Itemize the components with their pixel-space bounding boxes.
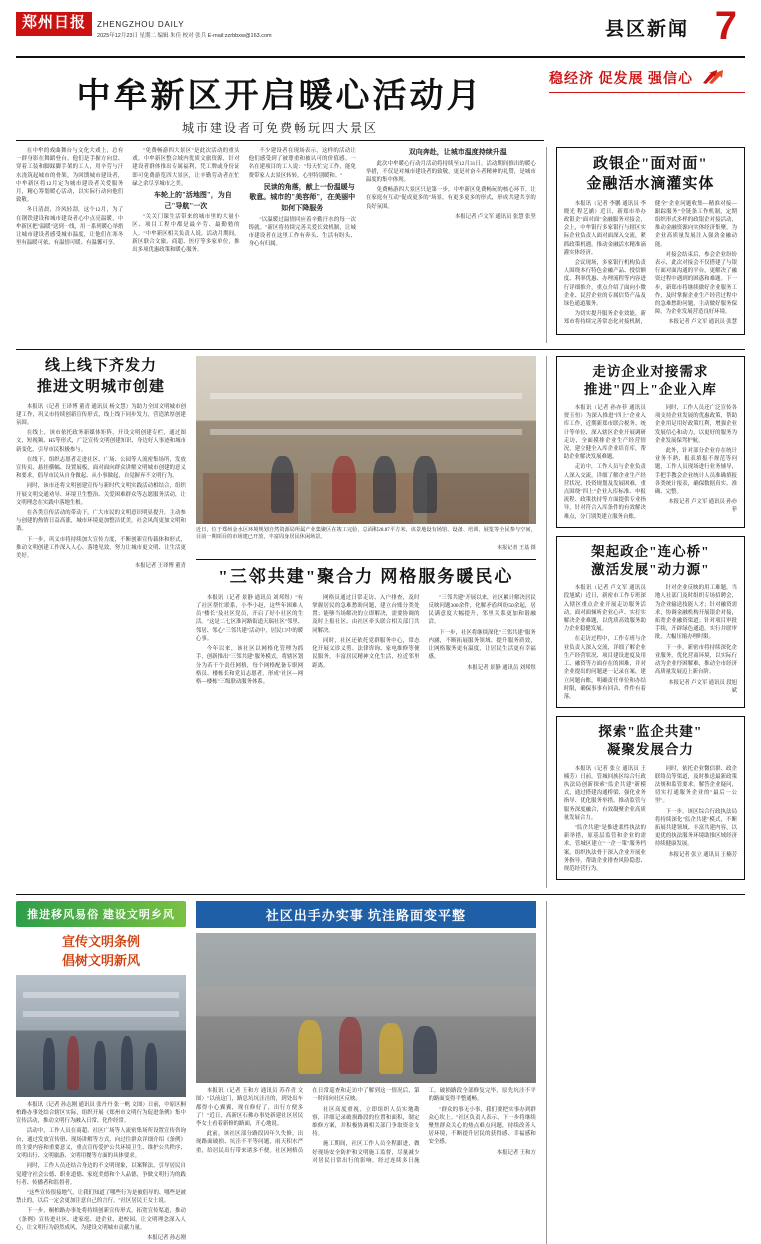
paragraph: 本报讯（记者 李鹏 通讯员 李晓光 程艺涵）近日，新郑市举办政银企"面对面"金融服务对接会，会上，中牟银行多家银行与辖区实际企业负责人面对面深入交流，紧抓政策机遇，推动金融活水精准滴灌实体经济。 bbox=[563, 200, 646, 256]
paragraph: "群众的事无小事，我们要把实事办到群众心坎上。"社区负责人表示，下一步将继续聚焦群众关心的热点难点问题，持续改善人居环境，不断提升居民的获得感、幸福感和安全感。 bbox=[428, 1106, 536, 1146]
band-photo-article bbox=[196, 356, 536, 889]
middle-band bbox=[16, 349, 745, 889]
lead-article-mid bbox=[366, 147, 536, 343]
paragraph: 本报讯（记者 孙志刚 通讯员 张丹丹 张一帆 文图）日前，中原区桐柏路办事处结合辖区实际，组织开展《郑州市文明行为促进条例》集中宣传活动，推动文明行为融入日常、化作经常。 bbox=[16, 1101, 186, 1125]
masthead-meta: 2025年12月23日 星期二 编辑 朱佳 校对 张兵 E-mail:zzrbbxw@163.com bbox=[97, 33, 272, 39]
paragraph: 本报讯（记者 王和方 通讯员 苏乔青 文图）"以前这门，路总坑坑洼洼的，到处出车都得小心翼翼，现在修好了，出行方便多了！"近日，高新区石佛办事处新建社区居民李女士看着新修的路面，开心地说。 bbox=[195, 1088, 304, 1127]
box-article-title bbox=[564, 723, 737, 759]
paragraph: 冬日清晨，冷风轻刮，这个12月，为了在钢铁建设和城市建设者心中点亮温暖，中牟新区把"温暖"送到一线，用一系列暖心举措让城市建设者感受城市温度，让他们在寒冬里有温暖可依、有温情可暖、有温馨可享。 bbox=[16, 207, 124, 247]
paragraph: 此次中牟暖心行动月活动将持续至12月31日。活动期间推出的暖心举措，不仅是对城市建设者的致敬，更是对奋斗者精神的礼赞，是城市温度的集中体现。 bbox=[365, 160, 536, 184]
paragraph: 在各类宣传活动的带动下，广大市民的文明意识明显提升，主动参与创建的热情日益高涨，城市环境更加整洁优美，社会风尚更加文明和谐。 bbox=[16, 509, 186, 533]
blue-headline-banner: 社区出手办实事 坑洼路面变平整 bbox=[196, 901, 536, 928]
bottom-mid-article bbox=[196, 901, 536, 1244]
title-line-2: 推进"四上"企业入库 bbox=[583, 381, 717, 397]
box-article-qiye-duijie bbox=[556, 356, 745, 528]
box-article-zhengyinqi bbox=[556, 147, 745, 335]
photo-market-interior bbox=[196, 356, 536, 524]
paragraph: 为切实提升服务企业效能，新郑市将持续完善常态化对接机制，健全"企业问题收集—精准对接—跟踪服务"全链条工作机制，定期组织形式多样的政银企对接活动，推动金融资源向实体经济集聚，为企业高质量发展注入强劲金融动能。 bbox=[563, 200, 737, 326]
title-line-2: 倡树文明新风 bbox=[61, 953, 140, 969]
page-number: 7 bbox=[714, 4, 737, 48]
paragraph: 在走访过程中，工作专班与企业负责人深入交流，详细了解企业生产经营状况、项目建设进度及用工、融资等方面存在的困难，并对企业提出的问题逐一记录在案，建立问题台账，明确责任单位和办结时限，确保事事有回音、件件有着落。 bbox=[563, 636, 646, 700]
lead-headline: 中牟新区开启暖心活动月 bbox=[76, 78, 484, 115]
article-signature: 本报记者 张立 通讯员 王楠芳 bbox=[668, 851, 737, 858]
photo-credit: 本报记者 王基 摄 bbox=[496, 545, 536, 552]
headline-zone bbox=[16, 64, 745, 141]
newspaper-page bbox=[0, 4, 761, 1241]
paragraph: 本报讯（记者 卢文军 通讯员 段旭斌）近日，新密市工作专班深入辖区重点企业开展走访服务活动，面对面倾听企业心声、实打实解决企业难题，以优质高效服务助力企业稳健发展。 bbox=[563, 585, 646, 633]
title-line-2: 激活发展"动力源" bbox=[591, 562, 710, 578]
paragraph: "监企共建"是推进柔性执法的新举措，原基层监管和企业的需求，管城区建立"一企一策"服务档案，组织执法骨干深入企业开展业务指导，帮助企业排查风险隐患、规范经营行为。 bbox=[563, 824, 646, 872]
box-article-body bbox=[564, 765, 737, 874]
masthead-logo-group bbox=[16, 10, 272, 40]
lead-body-grid bbox=[16, 147, 745, 343]
masthead bbox=[16, 4, 745, 58]
photo-caption: 近日，位于郑州金水区环境规划自然资源局所属产业集聚区在竣工完验，总面积28.87平方米，该景地设有场馆、设备、培训、展览等全民参与空间，目前一期项目的市场建已开放，丰富周身居民休闲场景。 bbox=[195, 526, 536, 541]
right-column-middle bbox=[546, 356, 745, 889]
article-signature: 本报记者 王和方 bbox=[496, 1149, 536, 1156]
paragraph: 本报讯（记者 孙亦菲 通讯员 贾玉恒）为深入推进"四上"企业入库工作，近期新郑市联合税务、统计等单位，深入辖区企业开展调研走访，全面摸排企业生产经营情况，建立健全入库企业培育库，帮助企业解决发展难题。 bbox=[563, 404, 646, 461]
article-signature: 本报记者 卢文军 通讯员 段旭斌 bbox=[668, 679, 737, 694]
box-article-title bbox=[564, 543, 737, 579]
paragraph: 活动中，工作人员在商超、社区广场等人流密集场所设置宣传咨询台，通过发放宣传册、现场讲解等方式，向过往群众详细介绍《条例》的主要内容和重要意义，重点宣传爱护公共环境卫生、维护公共秩序、文明出行、文明旅游、文明用餐等方面的具体要求。 bbox=[16, 1128, 186, 1160]
lead-subhead-inline-2: 民读的角落，献上一份温暖与敬意。城市的"美容师"，在美丽中如何下降服务 bbox=[249, 182, 356, 213]
box-article-body bbox=[564, 404, 737, 521]
paragraph: 社区高度重视，立即组织人员实地勘察，详细记录破损路段的位置和面积，制定维修方案，并积极协调相关部门争取资金支持。 bbox=[312, 1106, 420, 1138]
section-title: 县区新闻 bbox=[604, 19, 689, 40]
paragraph: "三邻共建"开展以来，社区累计解决居民反映问题300余件，化解矛盾纠纷50余起，居民满意度大幅提升，邻里关系更加和谐融洽。 bbox=[428, 594, 536, 626]
lead-article-text-a bbox=[16, 147, 356, 254]
paragraph: 同时，社区还依托党群服务中心，常态化开展义诊义剪、法律咨询、家电维修等便民服务，丰富居民精神文化生活，拉近邻里距离。 bbox=[312, 637, 420, 669]
paragraph: 下一步，社区将继续深化"三邻共建"服务内涵，不断拓展服务领域、提升服务质效，让网格服务更有温度，让居民生活更有幸福感。 bbox=[428, 629, 536, 661]
paragraph: "以温暖过温情回应着辛勤汗水的每一次铸就。"新区将持续完善关爱长效机制，让城市建设者在这里工作有奔头、生活有盼头、身心有归属。 bbox=[248, 216, 356, 248]
paragraph: 网格员通过日常走访、入户排查，及时掌握居民的急难愁盼问题，建立台账分类处置；能够当场解决的立即解决，需要协调的及时上报社区，由社区牵头联合相关部门共同解决。 bbox=[312, 594, 420, 634]
photo-content bbox=[196, 933, 536, 1083]
newspaper-logo-english: ZHENGZHOU DAILY bbox=[97, 20, 185, 29]
paragraph: 本报讯（记者 张立 通讯员 王楠芳）日前，管城回族区综合行政执法局创新探索"监企共建"新模式，通过搭建沟通桥梁、强化业务指导、优化服务举措，推动监管与服务深度融合，有效凝聚企业高质量发展合力。 bbox=[563, 765, 646, 821]
masthead-text-group bbox=[97, 12, 272, 40]
photo-content bbox=[196, 356, 536, 524]
paragraph: "关关门课生活带来的城市里的大量小区、项目工程中都是最辛劳、最勤勉的人。"中牟新区相关负责人说。活动月期间，新区联合文旅、商超、医疗等多家单位，推出多项优惠政策和暖心服务。 bbox=[132, 214, 240, 254]
article-signature: 本报记者 景静 通讯员 刘邦煜 bbox=[467, 664, 536, 671]
paragraph: 施工期间，社区工作人员全程跟进，做好现场安全防护和文明施工监督，尽量减少对居民日常出行的影响。经过连续多日施工，破损路段全部修复完毕，原先坑洼不平的路面变得平整通畅。 bbox=[312, 1088, 536, 1164]
box-article-title bbox=[564, 363, 737, 399]
box-article-body bbox=[564, 200, 737, 328]
paragraph: 下一步，巩义市将持续加大宣传力度，不断创新宣传载体和形式，推动文明创建工作深入人心、落地见效，努力让城市更文明、让生活更美好。 bbox=[16, 536, 186, 559]
bottom-right-spacer bbox=[546, 901, 745, 1244]
lead-article-text-b bbox=[366, 147, 536, 221]
paragraph: 免费畅游四大景区只是第一步，中牟新区免费畅玩的核心环节。让在家庭有互动"促成更多的"场景，有更多更多的形式，形成共建共享的良好氛围。 bbox=[365, 187, 536, 210]
red-slogan-text: 稳经济 促发展 强信心 bbox=[549, 72, 693, 87]
paragraph: 下一步，该区综合行政执法局将持续深化"监企共建"模式，不断拓展共建领域、丰富共建内容，以更优的执法服务环境助推区域经济持续健康发展。 bbox=[654, 808, 737, 848]
bottom-mid-body bbox=[196, 1087, 536, 1165]
paragraph: 今年以来，该社区以网格化管理为抓手，创新推出"三邻共建"服务模式，将辖区划分为若干个责任网格，每个网格配备专职网格员、楼栋长和党员志愿者，形成"社区—网格—楼栋"三级联动服务体系。 bbox=[195, 646, 304, 685]
lead-subhead-inline-3: 双向奔赴，让城市温度持续升温 bbox=[408, 148, 507, 156]
lead-subhead-inline: 车轮上的"活地图"，为自己"导航"一次 bbox=[154, 191, 232, 210]
box-article-lianxinqiao bbox=[556, 536, 745, 708]
title-line-2: 推进文明城市创建 bbox=[36, 378, 165, 395]
paragraph: 同时，依托企业微信群、政企联络员等渠道，及时推送最新政策法规和监管要求，解答企业疑问，切实打通服务企业的"最后一公里"。 bbox=[654, 765, 737, 805]
box-article-body bbox=[564, 584, 737, 701]
paragraph: "免费畅游四大景区"是此次活动的重头戏。中牟新区整合域内优质文旅资源，针对建设者群体推出专属福利，凭工牌或身份证即可免费游览四大景区，让辛勤劳动者在忙碌之余尽享城市之美。 bbox=[132, 148, 240, 187]
band-left-headline bbox=[16, 356, 186, 398]
photo-road-repair bbox=[196, 933, 536, 1083]
right-column-top bbox=[546, 147, 745, 343]
green-slogan-banner: 推进移风易俗 建设文明乡风 bbox=[16, 901, 186, 927]
title-line-1: 宣传文明条例 bbox=[61, 934, 140, 950]
paragraph: 不少建设者在现场表示，这样的活动让他们感受到了被尊重和被认可的价值感。一名在建项目的工人说："每天忙完工作，能免费带家人去景区转转，心里特别暖和。" bbox=[248, 148, 356, 179]
lead-subheadline: 城市建设者可免费畅玩四大景区 bbox=[16, 119, 544, 141]
paragraph: 同时，工作人员还结合身边的不文明现象，以案释法，引导居民自觉遵守社会公德、职业道德、家庭美德和个人品德，争做文明行为的践行者、传播者和监督者。 bbox=[16, 1163, 186, 1186]
up-arrow-icon bbox=[701, 70, 723, 89]
bottom-left-headline bbox=[16, 933, 186, 971]
paragraph: 此前，该社区部分路段因年久失修，出现路面破损、坑洼不平等问题，雨天积水严重，给居民出行带来诸多不便。社区网格员在日常巡查和走访中了解到这一情况后，第一时间向社区反映。 bbox=[195, 1088, 420, 1154]
paragraph: 会议现场，多家银行机构负责人围绕本行特色金融产品、授信额度、利率优惠、办理流程等内容进行详细推介，重点介绍了面向小微企业、民营企业的专属信贷产品及绿色通道服务。 bbox=[563, 259, 646, 307]
paragraph: 下一步，桐柏路办事处将持续创新宣传形式，拓宽宣传渠道，推动《条例》宣传进社区、进家庭、进企业、进校园，让文明理念深入人心，让文明行为蔚然成风，为建设文明城市贡献力量。 bbox=[16, 1208, 186, 1231]
title-line-2: 凝聚发展合力 bbox=[606, 742, 694, 758]
box-article-title bbox=[564, 154, 737, 195]
paragraph: 本报讯（记者 景静 通讯员 刘邦煜）"有了社区帮忙联系，小李小赵，这些年困难人员"楼长"及社区党员，开启了好小社区的生活。"这是二七区淮河路街道天瑞社区"邻里、邻居、邻心"三邻共建"活动中，居民口中的暖心事。 bbox=[195, 594, 304, 642]
article-signature: 本报记者 孙志刚 bbox=[146, 1234, 186, 1241]
box-article-jianqi-gongjian bbox=[556, 716, 745, 880]
title-line-1: 政银企"面对面" bbox=[593, 156, 708, 172]
paragraph: 在中牟的戏曲舞台与文化大戏上，总有一群身影在舞蹈登台。他们是手握方向盘、穿着工装和脚踩脚手架的工人，用辛劳与汗水浇筑起城市的骨架。为回馈城市建设者，中牟新区将12月定为城市建设者关爱服务月，精心筹划暖心活动，以实际行动向他们致敬。 bbox=[16, 148, 124, 204]
article-signature: 本报记者 卢文军 通讯员 张慧 bbox=[668, 319, 737, 326]
title-line-1: 架起政企"连心桥" bbox=[591, 543, 710, 559]
band-left-body bbox=[16, 403, 186, 571]
photo-content bbox=[16, 975, 186, 1097]
paragraph: 此外，针对部分企业存在统计业务不熟、报表填报不规范等问题，工作人员现场进行业务辅导，手把手教会企业统计人员准确填报各类统计报表，确保数据真实、准确、完整。 bbox=[654, 448, 737, 496]
bottom-left-body bbox=[16, 1101, 186, 1242]
paragraph: "这些宣传很接地气，让我们知道了哪些行为是被倡导的、哪些是被禁止的，以后一定会更加注意自己的言行。"社区居民王女士说。 bbox=[16, 1189, 186, 1205]
red-slogan-banner bbox=[549, 68, 745, 93]
paragraph: 走访中，工作人员与企业负责人深入交流，详细了解企业生产经营状况、投资规划及发展困难，重点围绕"四上"企业入库标准、申报流程、政策扶持等方面提供专业指导，针对符合入库条件的有效解决难点，分门别类建立服务台账。 bbox=[563, 464, 646, 520]
bottom-band bbox=[16, 894, 745, 1244]
article-signature: 本报记者 王译博 董青 bbox=[134, 563, 186, 570]
paragraph: 同时，该市还将文明创建宣传与新时代文明实践活动相结合，组织开展文明交通劝导、环境卫生整治、关爱困难群众等志愿服务活动，让文明理念在实践中落地生根。 bbox=[16, 483, 186, 506]
title-line-1: 探索"监企共建" bbox=[598, 724, 703, 740]
paragraph: 同时，工作人员还广泛宣传各项支持企业发展的优惠政策，帮助企业用足用好政策红利，增强企业发展信心和动力，以更好的服务为企业发展保驾护航。 bbox=[654, 404, 737, 444]
red-banner-rule bbox=[549, 92, 745, 93]
paragraph: 针对企业反映的用工难题，当地人社部门及时组织专场招聘会，为企业输送技能人才；针对融资需求，协调金融机构开展银企对接，拓宽企业融资渠道；针对项目审批手续，开辟绿色通道，实行并联审批，大幅压缩办理时限。 bbox=[654, 585, 737, 641]
lead-article-left bbox=[16, 147, 356, 343]
band-mid-headline: "三邻共建"聚合力 网格服务暖民心 bbox=[218, 566, 514, 586]
paragraph: 在线下，组织志愿者走进社区、广场、公园等人流密集场所，发放宣传页、悬挂横幅、设置展板，面对面向群众讲解文明城市创建的意义和要求，倡导市民从自身做起、从小事做起，自觉摒弃不文明行为。 bbox=[16, 456, 186, 480]
newspaper-logo: 郑州日报 bbox=[16, 12, 92, 36]
band-article-wenming bbox=[16, 356, 186, 889]
photo-store-promotion bbox=[16, 975, 186, 1097]
title-line-1: 走访企业对接需求 bbox=[592, 363, 709, 379]
band-mid-body bbox=[196, 594, 536, 686]
bottom-left-article bbox=[16, 901, 186, 1244]
paragraph: 本报讯（记者 王译博 董青 通讯员 杨文慧）为助力全国文明城市创建工作，巩义市持续创新宣传形式，线上线下同步发力，营造浓厚创建氛围。 bbox=[16, 403, 186, 426]
paragraph: 对接会结束后，参会企业纷纷表示，此次对接会不仅搭建了与银行面对面沟通的平台，更解决了融资过程中遇到的困惑和难题。下一步，新郑市将继续做好企业服务工作，及时掌握企业生产经营过程中的急难愁盼问题，主动做好服务保障，为企业发展营造良好环境。 bbox=[654, 251, 737, 316]
title-line-2: 金融活水滴灌实体 bbox=[586, 176, 715, 193]
lead-signature: 本报记者 卢文军 通讯员 张慧 张坚 bbox=[454, 213, 536, 220]
band-mid-article bbox=[196, 559, 536, 686]
title-line-1: 线上线下齐发力 bbox=[44, 357, 157, 374]
article-signature: 本报记者 卢文军 通讯员 孙亦菲 bbox=[668, 499, 737, 514]
paragraph: 在线上，该市依托政务新媒体矩阵，开设文明创建专栏，通过图文、短视频、H5等形式，广泛宣传文明创建知识、身边好人事迹和城市新变化，引导市民积极参与。 bbox=[16, 430, 186, 453]
paragraph: 下一步，新密市将持续深化企业服务，优化营商环境，以实际行动为企业纾困解难，推动全市经济高质量发展迈上新台阶。 bbox=[654, 644, 737, 676]
